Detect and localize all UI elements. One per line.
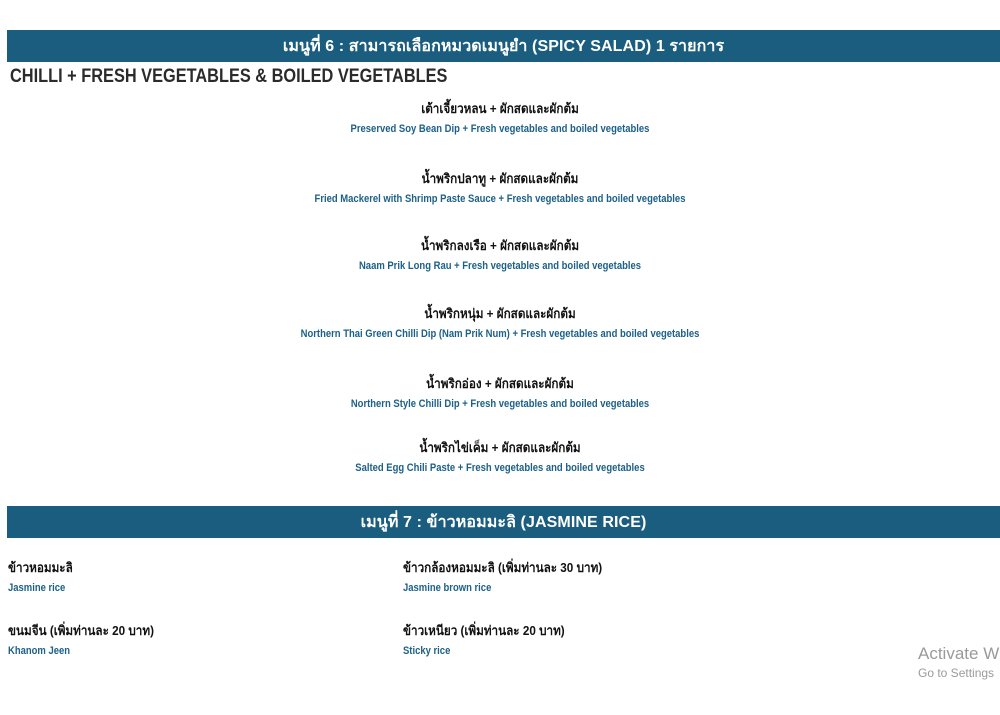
menu-item-mackerel-dip [0, 170, 1000, 206]
rice-item-jasmine [8, 559, 80, 595]
section-heading-chilli: CHILLI + FRESH VEGETABLES & BOILED VEGETABLES [10, 66, 448, 87]
rice-item-english-name: Jasmine brown rice [403, 582, 492, 594]
rice-item-khanom-jeen [8, 622, 170, 658]
menu-item-thai-name: น้ำพริกหนุ่ม + ผักสดและผักต้ม [424, 306, 576, 321]
rice-item-thai-name: ข้าวหอมมะลิ [8, 560, 73, 575]
menu-item-thai-name: น้ำพริกปลาทู + ผักสดและผักต้ม [421, 171, 579, 186]
menu-item-thai-name: เต้าเจี้ยวหลน + ผักสดและผักต้ม [421, 101, 579, 116]
menu-item-nam-prik-ong [0, 375, 1000, 411]
rice-item-english-name: Jasmine rice [8, 582, 66, 594]
menu-item-thai-name: น้ำพริกอ่อง + ผักสดและผักต้ม [426, 376, 574, 391]
watermark-subtitle: Go to Settings [918, 666, 995, 680]
menu-item-salted-egg-paste [0, 439, 1000, 475]
menu7-banner-title: เมนูที่ 7 : ข้าวหอมมะลิ (JASMINE RICE) [360, 513, 647, 531]
menu-item-thai-name: น้ำพริกลงเรือ + ผักสดและผักต้ม [420, 238, 580, 253]
menu7-banner [7, 506, 1000, 538]
menu6-banner [7, 30, 1000, 62]
watermark-title: Activate W [918, 644, 1000, 663]
menu-item-english-name: Northern Thai Green Chilli Dip (Nam Prik Num) + Fresh vegetables and boiled vegetables [300, 328, 700, 340]
menu-item-long-rau [0, 237, 1000, 273]
rice-item-english-name: Khanom Jeen [8, 645, 71, 657]
menu6-banner-title: เมนูที่ 6 : สามารถเลือกหมวดเมนูยำ (SPICY SALAD) 1 รายการ [282, 37, 725, 55]
menu-item-english-name: Northern Style Chilli Dip + Fresh vegetables and boiled vegetables [350, 398, 650, 410]
menu-item-english-name: Naam Prik Long Rau + Fresh vegetables and boiled vegetables [358, 260, 642, 272]
rice-item-english-name: Sticky rice [403, 645, 451, 657]
activation-watermark [918, 644, 999, 680]
menu-item-nam-prik-num [0, 305, 1000, 341]
menu-item-soy-bean-dip [0, 100, 1000, 136]
rice-item-thai-name: ขนมจีน (เพิ่มท่านละ 20 บาท) [8, 623, 154, 638]
rice-item-sticky [403, 622, 583, 658]
menu-item-english-name: Preserved Soy Bean Dip + Fresh vegetables and boiled vegetables [350, 123, 650, 135]
rice-item-thai-name: ข้าวเหนียว (เพิ่มท่านละ 20 บาท) [403, 623, 565, 638]
menu-item-english-name: Fried Mackerel with Shrimp Paste Sauce + Fresh vegetables and boiled vegetables [314, 193, 686, 205]
menu-item-english-name: Salted Egg Chili Paste + Fresh vegetables and boiled vegetables [355, 462, 645, 474]
menu-item-thai-name: น้ำพริกไข่เค็ม + ผักสดและผักต้ม [419, 440, 581, 455]
rice-item-thai-name: ข้าวกล้องหอมมะลิ (เพิ่มท่านละ 30 บาท) [403, 560, 603, 575]
rice-item-brown [403, 559, 624, 595]
